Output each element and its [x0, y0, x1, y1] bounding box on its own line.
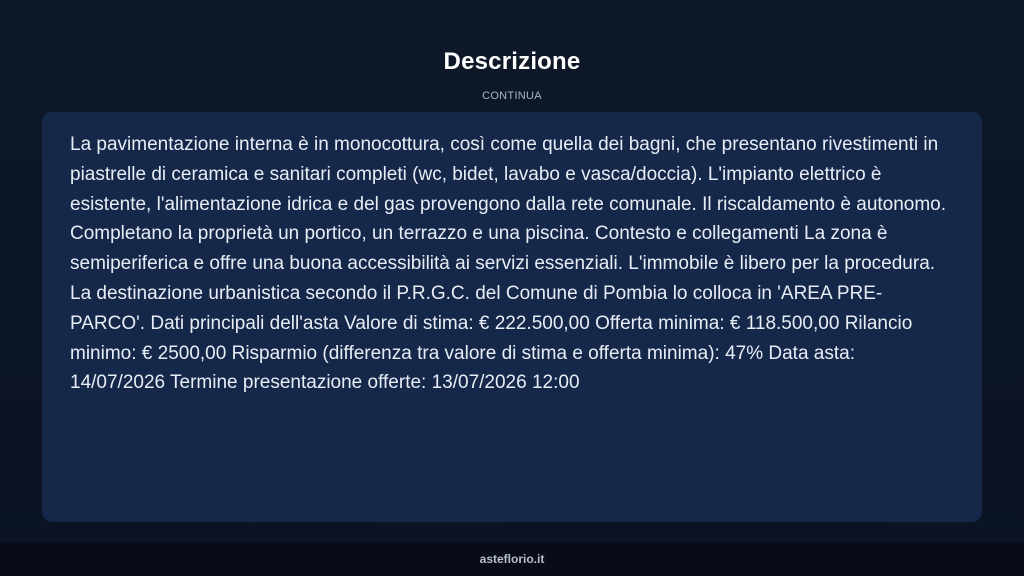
footer-bar: [0, 543, 1024, 576]
description-text: La pavimentazione interna è in monocottura, così come quella dei bagni, che presentano rivestimenti in piastrelle di ceramica e sanitari completi (wc, bidet, lavabo e vasca/doccia). L'impianto elettrico è esistente, l'alimentazione idrica e del gas provengono dalla rete comunale. Il riscaldamento è autonomo. Completano la proprietà un portico, un terrazzo e una piscina. Contesto e collegamenti La zona è semiperiferica e offre una buona accessibilità ai servizi essenziali. L'immobile è libero per la procedura. La destinazione urbanistica secondo il P.R.G.C. del Comune di Pombia lo colloca in 'AREA PRE-PARCO'. Dati principali dell'asta Valore di stima: € 222.500,00 Offerta minima: € 118.500,00 Rilancio minimo: € 2500,00 Risparmio (differenza tra valore di stima e offerta minima): 47% Data asta: 14/07/2026 Termine presentazione offerte: 13/07/2026 12:00: [70, 134, 947, 394]
page-title: Descrizione: [443, 48, 581, 75]
site-name: asteflorio.it: [479, 552, 545, 566]
continue-label: CONTINUA: [482, 90, 542, 102]
description-card: [42, 112, 982, 522]
